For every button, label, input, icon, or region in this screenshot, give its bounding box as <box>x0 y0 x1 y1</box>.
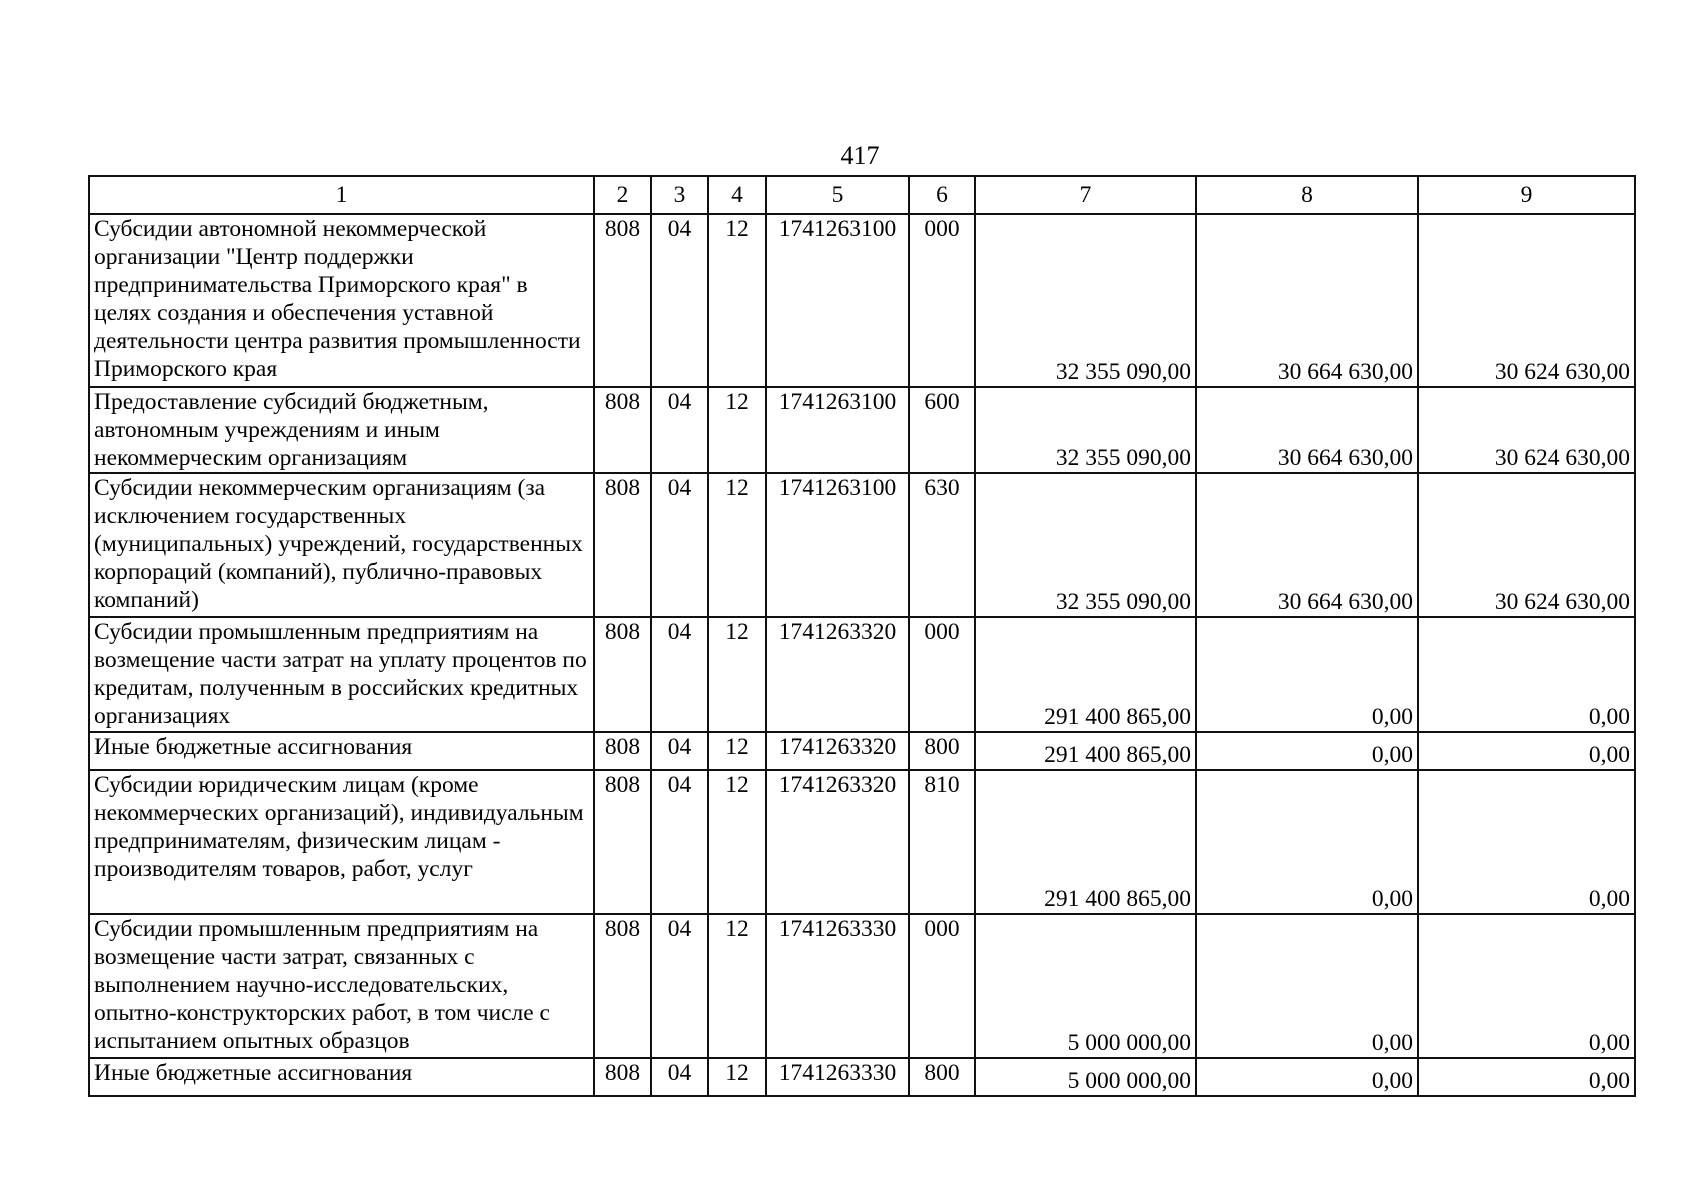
code-cell: 04 <box>651 1058 708 1096</box>
amount-cell: 32 355 090,00 <box>975 214 1196 387</box>
table-row <box>89 473 1635 617</box>
amount-cell: 32 355 090,00 <box>975 473 1196 617</box>
code-cell: 12 <box>708 617 766 732</box>
code-cell: 000 <box>909 914 975 1058</box>
code-cell: 630 <box>909 473 975 617</box>
amount-cell: 0,00 <box>1418 914 1635 1058</box>
amount-cell: 30 664 630,00 <box>1196 387 1418 473</box>
amount-cell: 0,00 <box>1418 1058 1635 1096</box>
amount-cell: 0,00 <box>1196 914 1418 1058</box>
code-cell: 12 <box>708 214 766 387</box>
column-header: 9 <box>1418 176 1635 214</box>
amount-cell: 291 400 865,00 <box>975 732 1196 770</box>
code-cell: 600 <box>909 387 975 473</box>
code-cell: 000 <box>909 617 975 732</box>
table-row <box>89 214 1635 387</box>
column-header: 2 <box>594 176 651 214</box>
amount-cell: 30 664 630,00 <box>1196 214 1418 387</box>
code-cell: 808 <box>594 214 651 387</box>
page-number: 417 <box>840 141 880 170</box>
code-cell: 12 <box>708 732 766 770</box>
code-cell: 810 <box>909 770 975 914</box>
table-row <box>89 770 1635 914</box>
code-cell: 12 <box>708 914 766 1058</box>
code-cell: 1741263320 <box>766 770 909 914</box>
row-name: Субсидии автономной некоммерческой организации "Центр поддержки предпринимательства Приморского края" в целях создания и обеспечения уставной деятельности центра развития промышленности Приморского края <box>89 214 594 387</box>
row-name: Иные бюджетные ассигнования <box>89 1058 594 1096</box>
code-cell: 1741263100 <box>766 214 909 387</box>
amount-cell: 0,00 <box>1196 732 1418 770</box>
amount-cell: 30 624 630,00 <box>1418 214 1635 387</box>
code-cell: 12 <box>708 1058 766 1096</box>
amount-cell: 5 000 000,00 <box>975 914 1196 1058</box>
amount-cell: 291 400 865,00 <box>975 770 1196 914</box>
amount-cell: 291 400 865,00 <box>975 617 1196 732</box>
column-header: 8 <box>1196 176 1418 214</box>
amount-cell: 5 000 000,00 <box>975 1058 1196 1096</box>
row-name: Иные бюджетные ассигнования <box>89 732 594 770</box>
amount-cell: 30 624 630,00 <box>1418 473 1635 617</box>
code-cell: 808 <box>594 473 651 617</box>
code-cell: 04 <box>651 770 708 914</box>
column-header: 5 <box>766 176 909 214</box>
row-name: Субсидии некоммерческим организациям (за исключением государственных (муниципальных) учреждений, государственных корпораций (компаний), публично-правовых компаний) <box>89 473 594 617</box>
budget-table <box>88 175 1636 1097</box>
code-cell: 808 <box>594 1058 651 1096</box>
table-row <box>89 387 1635 473</box>
code-cell: 04 <box>651 732 708 770</box>
code-cell: 000 <box>909 214 975 387</box>
code-cell: 800 <box>909 1058 975 1096</box>
amount-cell: 0,00 <box>1418 732 1635 770</box>
column-header: 7 <box>975 176 1196 214</box>
amount-cell: 0,00 <box>1418 617 1635 732</box>
row-name: Предоставление субсидий бюджетным, автономным учреждениям и иным некоммерческим организациям <box>89 387 594 473</box>
code-cell: 1741263320 <box>766 617 909 732</box>
code-cell: 12 <box>708 387 766 473</box>
column-header: 4 <box>708 176 766 214</box>
code-cell: 12 <box>708 473 766 617</box>
code-cell: 808 <box>594 914 651 1058</box>
row-name: Субсидии промышленным предприятиям на возмещение части затрат на уплату процентов по кредитам, полученным в российских кредитных организациях <box>89 617 594 732</box>
table-row <box>89 617 1635 732</box>
row-name: Субсидии промышленным предприятиям на возмещение части затрат, связанных с выполнением научно-исследовательских, опытно-конструкторских работ, в том числе с испытанием опытных образцов <box>89 914 594 1058</box>
row-name: Субсидии юридическим лицам (кроме некоммерческих организаций), индивидуальным предпринимателям, физическим лицам - производителям товаров, работ, услуг <box>89 770 594 914</box>
code-cell: 1741263100 <box>766 473 909 617</box>
code-cell: 04 <box>651 914 708 1058</box>
amount-cell: 0,00 <box>1418 770 1635 914</box>
code-cell: 04 <box>651 387 708 473</box>
code-cell: 808 <box>594 387 651 473</box>
code-cell: 04 <box>651 214 708 387</box>
code-cell: 1741263330 <box>766 914 909 1058</box>
code-cell: 04 <box>651 617 708 732</box>
code-cell: 1741263320 <box>766 732 909 770</box>
table-row <box>89 732 1635 770</box>
code-cell: 808 <box>594 732 651 770</box>
table-row <box>89 914 1635 1058</box>
code-cell: 800 <box>909 732 975 770</box>
column-header: 3 <box>651 176 708 214</box>
amount-cell: 0,00 <box>1196 770 1418 914</box>
code-cell: 808 <box>594 617 651 732</box>
table-row <box>89 1058 1635 1096</box>
code-cell: 04 <box>651 473 708 617</box>
code-cell: 1741263330 <box>766 1058 909 1096</box>
amount-cell: 30 624 630,00 <box>1418 387 1635 473</box>
code-cell: 808 <box>594 770 651 914</box>
code-cell: 12 <box>708 770 766 914</box>
code-cell: 1741263100 <box>766 387 909 473</box>
amount-cell: 32 355 090,00 <box>975 387 1196 473</box>
amount-cell: 0,00 <box>1196 617 1418 732</box>
amount-cell: 30 664 630,00 <box>1196 473 1418 617</box>
amount-cell: 0,00 <box>1196 1058 1418 1096</box>
column-header: 1 <box>89 176 594 214</box>
column-header: 6 <box>909 176 975 214</box>
table-header-row <box>89 176 1635 214</box>
